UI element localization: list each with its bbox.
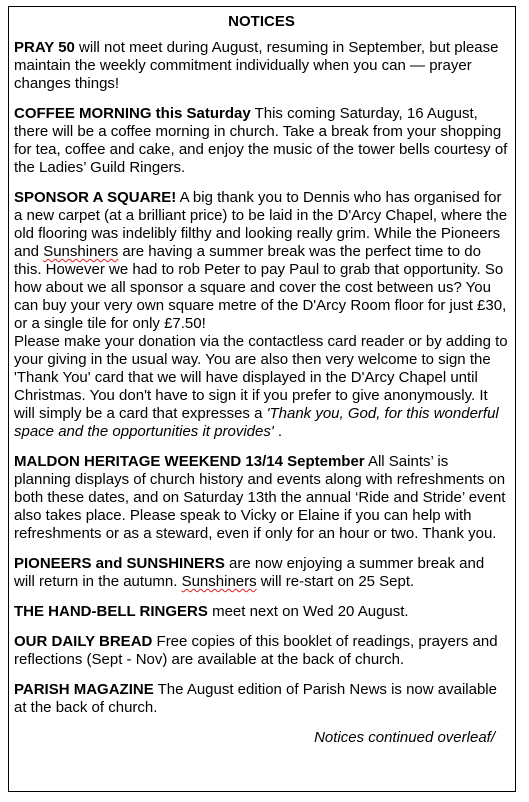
notice-heading: THE HAND-BELL RINGERS (14, 603, 208, 620)
notice-body: are having a summer break was the perfect time to do this. However we had to rob Peter to pay Paul to grab that opportunity. So how about we all sponsor a square and cover the cost between us? You can buy your very own square metre of the D'Arcy Room floor for just £30, or a single tile for only £7.50! (14, 243, 507, 332)
notice-sponsor-donation (14, 333, 509, 441)
notice-pray-50 (14, 39, 509, 93)
spellcheck-word: Sunshiners (181, 573, 257, 590)
notice-body: This coming Saturday, 16 August, there will be a coffee morning in church. Take a break from your shopping for tea, coffee and cake, and enjoy the music of the tower bells courtesy of the Ladies’ Guild Ringers. (14, 105, 508, 176)
notice-body: A big thank you to Dennis who has organised for a new carpet (at a brilliant price) to be laid in the D'Arcy Chapel, where the old flooring was indelibly filthy and looking really grim. While the Pioneers and (14, 189, 508, 260)
notice-heading: PARISH MAGAZINE (14, 681, 154, 698)
notice-sponsor-a-square (14, 189, 509, 333)
spellcheck-word: Sunshiners (43, 243, 119, 260)
notice-body: Please make your donation via the contactless card reader or by adding to your giving in the usual way. You are also then very welcome to sign the 'Thank You' card that we will have displayed in the D'Arcy Chapel until Christmas. You don't have to sign it if you prefer to give anonymously. It will simply be a card that expresses a (14, 333, 508, 422)
notice-body: The August edition of Parish News is now available at the back of church. (14, 681, 497, 716)
notice-heading: PRAY 50 (14, 39, 75, 56)
notice-body: meet next on Wed 20 August. (207, 603, 409, 620)
continued-overleaf: Notices continued overleaf/ (314, 729, 495, 746)
notice-pioneers-sunshiners (14, 555, 509, 591)
notice-body: are now enjoying a summer break and will return in the autumn. (14, 555, 485, 590)
notice-daily-bread (14, 633, 509, 669)
notice-heading: MALDON HERITAGE WEEKEND 13/14 September (14, 453, 365, 470)
notice-parish-magazine (14, 681, 509, 717)
notice-body: All Saints’ is planning displays of church history and events along with refreshments on both these dates, and on Saturday 13th the annual ‘Ride and Stride’ event also takes place. Please speak to Vicky or Elaine if you can help with refreshments or as a steward, even if only for an hour or two. Thank you. (14, 453, 506, 542)
notice-hand-bell-ringers (14, 603, 509, 621)
notice-heading: OUR DAILY BREAD (14, 633, 153, 650)
notice-heading: PIONEERS and SUNSHINERS (14, 555, 225, 572)
notice-quote: 'Thank you, God, for this wonderful space and the opportunities it provides' (14, 405, 499, 440)
notice-body: Free copies of this booklet of readings, prayers and reflections (Sept - Nov) are available at the back of church. (14, 633, 498, 668)
notice-body: will re-start on 25 Sept. (256, 573, 415, 590)
notice-body: will not meet during August, resuming in September, but please maintain the weekly commitment individually when you can — prayer changes things! (14, 39, 499, 92)
notice-coffee-morning (14, 105, 509, 177)
page-title: NOTICES (228, 13, 295, 30)
notices-page (8, 6, 516, 792)
notice-heritage-weekend (14, 453, 509, 543)
notice-body: . (273, 423, 283, 440)
notice-heading: SPONSOR A SQUARE! (14, 189, 177, 206)
notice-heading: COFFEE MORNING this Saturday (14, 105, 251, 122)
